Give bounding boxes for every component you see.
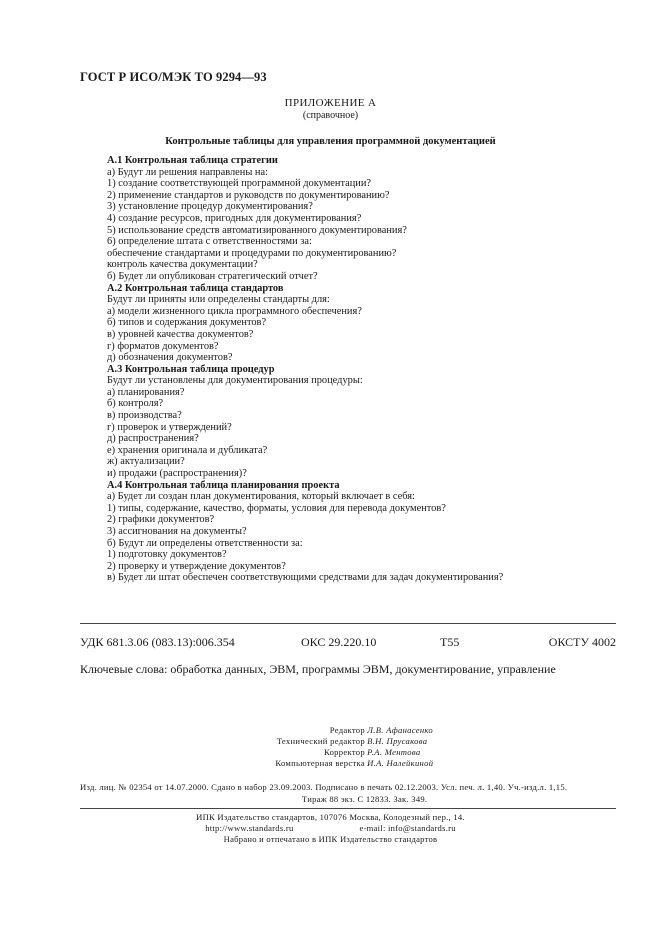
checklist-line: 3) установление процедур документирования? [107,201,313,213]
credit-tech-editor [0,736,661,747]
checklist-line: Будут ли приняты или определены стандарты для: [107,294,330,306]
divider-top [80,623,616,624]
section-heading: А.3 Контрольная таблица процедур [107,363,275,375]
checklist-line: и) продажи (распространения)? [107,468,247,480]
checklist-line: е) хранения оригинала и дубликата? [107,444,268,456]
checklist-line: в) Будет ли штат обеспечен соответствующими средствами для задач документирования? [107,572,504,584]
publication-line-2: Тираж 88 экз. С 12833. Зак. 349. [302,794,428,804]
publisher-address: ИПК Издательство стандартов, 107076 Москва, Колодезный пер., 14. [196,812,465,822]
checklist-line: Будут ли установлены для документирования процедуры: [107,375,363,387]
checklist-line: а) Будут ли решения направлены на: [107,166,268,178]
email-link[interactable]: e-mail: info@standards.ru [359,823,456,833]
checklist-line: г) форматов документов? [107,340,219,352]
section-heading: А.4 Контрольная таблица планирования проекта [107,479,340,491]
section-main-title: Контрольные таблицы для управления программной документацией [165,136,496,147]
checklist-line: б) типов и содержания документов? [107,317,267,329]
credit-editor [0,725,661,736]
website-link[interactable]: http://www.standards.ru [205,823,294,833]
keywords-line: Ключевые слова: обработка данных, ЭВМ, программы ЭВМ, документирование, управление [80,662,556,676]
checklist-line: б) Будут ли определены ответственности за: [107,537,303,549]
credit-role: Корректор [323,747,365,757]
credit-name: Л.В. Афанасенко [367,725,434,735]
section-heading: А.2 Контрольная таблица стандартов [107,282,284,294]
checklist-line: б) Будет ли опубликован стратегический отчет? [107,270,318,282]
checklist-line: 3) ассигнования на документы? [107,526,247,537]
appendix-title: ПРИЛОЖЕНИЕ А [284,97,377,109]
checklist-line: а) планирования? [107,386,185,398]
oks-code: ОКС 29.220.10 [301,635,377,649]
credit-proofreader [0,747,661,758]
appendix-subtitle: (справочное) [302,110,359,121]
publication-line-1: Изд. лиц. № 02354 от 14.07.2000. Сдано в набор 23.09.2003. Подписано в печать 02.12.2003. Усл. печ. л. 1,40. Уч.-изд.л. 1,15. [80,782,568,792]
credit-role: Технический редактор [276,736,365,746]
credit-role: Компьютерная верстка [275,758,365,768]
credit-role: Редактор [329,725,365,735]
checklist-line: 2) графики документов? [107,514,215,526]
okstu-code: ОКСТУ 4002 [548,635,616,649]
checklist-line: 2) проверку и утверждение документов? [107,560,286,572]
publication-info [80,781,616,805]
checklist-line: а) Будет ли создан план документирования, который включает в себя: [107,491,415,503]
checklist-line: д) обозначения документов? [107,352,233,364]
udk-code: УДК 681.3.06 (083.13):006.354 [80,635,235,649]
checklist-body [107,155,607,584]
checklist-line: 5) использование средств автоматизированного документирования? [107,224,407,236]
checklist-line: д) распространения? [107,433,199,445]
credit-name: Р.А. Ментова [367,747,421,757]
checklist-line: 1) типы, содержание, качество, форматы, условия для перевода документов? [107,502,446,514]
checklist-line: г) проверок и утверждений? [107,421,232,433]
credit-name: В.Н. Прусакова [367,736,428,746]
footer-block [0,812,661,845]
group-code: Т55 [440,635,460,649]
checklist-line: 1) создание соответствующей программной документации? [107,178,372,190]
classification-row [80,635,616,651]
checklist-line: а) модели жизненного цикла программного обеспечения? [107,305,362,317]
checklist-line: в) производства? [107,410,182,422]
divider-bottom [80,808,616,809]
checklist-line: ж) актуализации? [107,456,185,468]
checklist-line: 1) подготовку документов? [107,549,227,561]
credit-name: И.А. Налейкиной [367,758,434,768]
printed-by: Набрано и отпечатано в ИПК Издательство стандартов [223,834,438,844]
checklist-line: 6) определение штата с ответственностями за: [107,236,312,248]
contact-row [0,823,661,834]
checklist-line: контроль качества документации? [107,259,258,271]
credits-block [0,725,661,769]
document-id-header: ГОСТ Р ИСО/МЭК ТО 9294—93 [80,70,267,84]
section-heading: А.1 Контрольная таблица стратегии [107,155,278,166]
checklist-line: в) уровней качества документов? [107,328,254,340]
checklist-line: обеспечение стандартами и процедурами по документированию? [107,247,397,259]
checklist-line: 4) создание ресурсов, пригодных для документирования? [107,212,362,224]
credit-layout [0,758,661,769]
checklist-line: б) контроля? [107,398,164,410]
checklist-line: 2) применение стандартов и руководств по документированию? [107,189,390,201]
